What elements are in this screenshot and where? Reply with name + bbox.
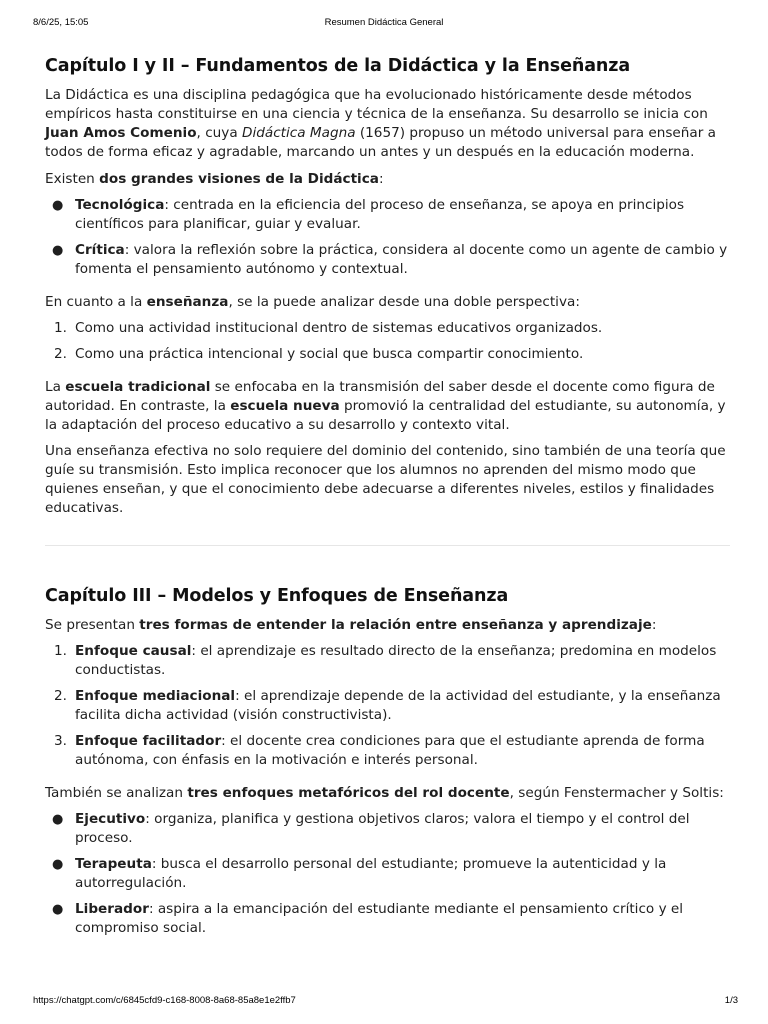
bullet-icon: ● [52, 243, 64, 258]
document-content [45, 56, 730, 938]
list-item: 2. Enfoque mediacional: el aprendizaje depende de la actividad del estudiante, y la enseñanza facilita dicha actividad (visión constructivista). [54, 688, 721, 723]
list-item: 2. Como una práctica intencional y social que busca compartir conocimiento. [54, 346, 584, 362]
list-item: ● Terapeuta: busca el desarrollo personal del estudiante; promueve la autenticidad y la autorregulación. [52, 856, 667, 891]
comenio-name: Juan Amos Comenio [45, 125, 197, 141]
print-title: Resumen Didáctica General [324, 17, 444, 28]
ensenanza-list [45, 319, 730, 364]
list-item: 1. Como una actividad institucional dentro de sistemas educativos organizados. [54, 320, 603, 336]
section-divider [45, 545, 730, 546]
efectiva-paragraph: Una enseñanza efectiva no solo requiere del dominio del contenido, sino también de una teoría que guíe su transmisión. Esto implica reconocer que los alumnos no aprenden del mismo modo que quienes enseñan, y que el conocimiento debe adecuarse a diferentes niveles, estilos y finalidades educativas. [45, 443, 726, 516]
bullet-icon: ● [52, 902, 64, 917]
bullet-icon: ● [52, 198, 64, 213]
metaforicos-list [45, 810, 730, 938]
print-url: https://chatgpt.com/c/6845cfd9-c168-8008-8a68-85a8e1e2ffb7 [33, 995, 296, 1006]
list-item: 3. Enfoque facilitador: el docente crea condiciones para que el estudiante aprenda de forma autónoma, con énfasis en la motivación e interés personal. [54, 733, 705, 768]
page-number: 1/3 [724, 995, 738, 1006]
list-item: ● Ejecutivo: organiza, planifica y gestiona objetivos claros; valora el tiempo y el control del proceso. [52, 811, 690, 846]
visions-paragraph: Existen dos grandes visiones de la Didáctica: [45, 171, 384, 187]
ensenanza-paragraph: En cuanto a la enseñanza, se la puede analizar desde una doble perspectiva: [45, 294, 580, 310]
print-datetime: 8/6/25, 15:05 [33, 17, 89, 28]
list-item: ● Liberador: aspira a la emancipación del estudiante mediante el pensamiento crítico y el compromiso social. [52, 901, 684, 936]
list-item: ● Tecnológica: centrada en la eficiencia del proceso de enseñanza, se apoya en principios científicos para planificar, guiar y evaluar. [52, 197, 685, 232]
chapter1-intro-paragraph: La Didáctica es una disciplina pedagógica que ha evolucionado históricamente desde métodos empíricos hasta constituirse en una ciencia y técnica de la enseñanza. Su desarrollo se inicia con Juan Amos Comenio, cuya Didáctica Magna (1657) propuso un método universal para enseñar a todos de forma eficaz y agradable, marcando un antes y un después en la educación moderna. [45, 87, 716, 160]
visions-list [45, 196, 730, 279]
print-header [0, 17, 768, 31]
list-item: 1. Enfoque causal: el aprendizaje es resultado directo de la enseñanza; predomina en modelos conductistas. [54, 643, 717, 678]
metaforicos-paragraph: También se analizan tres enfoques metafóricos del rol docente, según Fenstermacher y Soltis: [45, 785, 724, 801]
bullet-icon: ● [52, 812, 64, 827]
formas-paragraph: Se presentan tres formas de entender la relación entre enseñanza y aprendizaje: [45, 617, 657, 633]
escuelas-paragraph: La escuela tradicional se enfocaba en la transmisión del saber desde el docente como figura de autoridad. En contraste, la escuela nueva promovió la centralidad del estudiante, su autonomía, y la adaptación del proceso educativo a su desarrollo y contexto vital. [45, 379, 726, 433]
list-item: ● Crítica: valora la reflexión sobre la práctica, considera al docente como un agente de cambio y fomenta el pensamiento autónomo y contextual. [52, 242, 728, 277]
chapter1-heading: Capítulo I y II – Fundamentos de la Didáctica y la Enseñanza [45, 56, 631, 76]
chapter3-heading: Capítulo III – Modelos y Enfoques de Enseñanza [45, 586, 509, 606]
formas-list [45, 642, 730, 770]
didactica-magna-title: Didáctica Magna [241, 125, 356, 141]
bullet-icon: ● [52, 857, 64, 872]
print-footer [0, 995, 768, 1009]
